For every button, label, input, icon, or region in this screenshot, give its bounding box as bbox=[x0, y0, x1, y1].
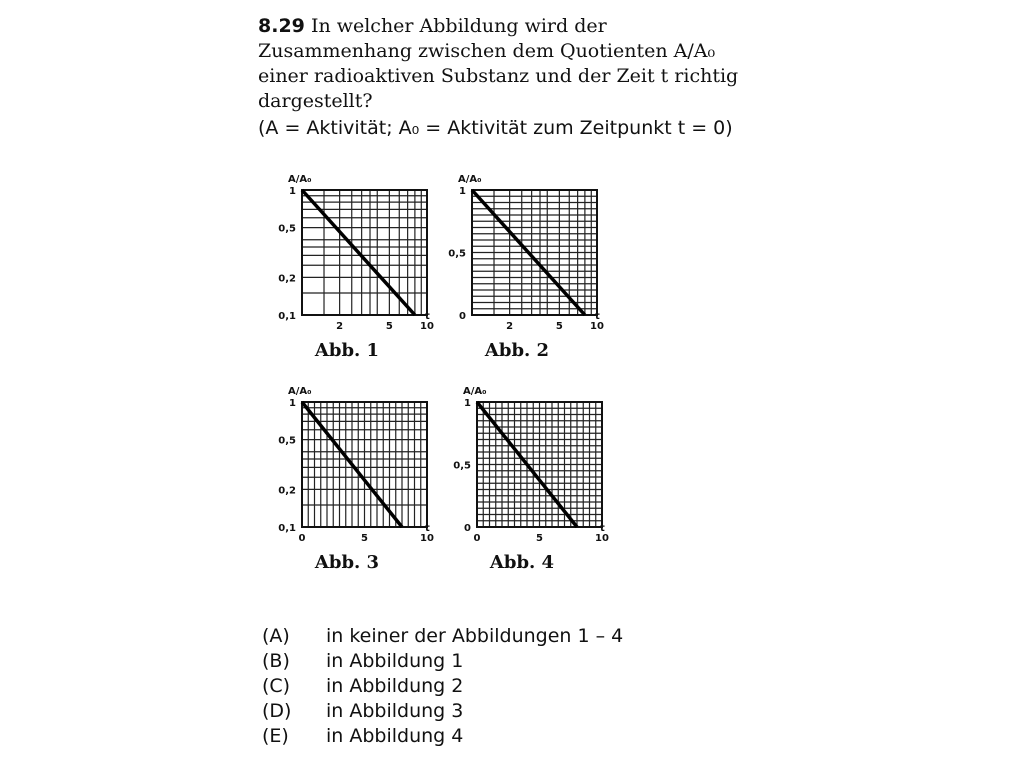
x-tick-label: 5 bbox=[361, 533, 368, 544]
answer-text: in keiner der Abbildungen 1 – 4 bbox=[326, 625, 624, 647]
y-tick-label: 0,5 bbox=[453, 460, 471, 472]
chart-abb-4 bbox=[437, 380, 617, 550]
answer-text: in Abbildung 4 bbox=[326, 725, 464, 747]
y-axis-label: A/A₀ bbox=[288, 386, 312, 397]
question-text: In welcher Abbildung wird der Zusammenhang zwischen dem Quotienten A/A₀ einer radioaktiven Substanz und der Zeit t richtig dargestellt? bbox=[258, 15, 739, 112]
answer-key: (D) bbox=[262, 700, 292, 722]
x-tick-label: 10 bbox=[590, 321, 604, 332]
y-tick-label: 0,2 bbox=[278, 485, 296, 497]
question-definition: (A = Aktivität; A₀ = Aktivität zum Zeitpunkt t = 0) bbox=[258, 117, 733, 139]
y-tick-label: 1 bbox=[464, 398, 471, 409]
caption-abb-3: Abb. 3 bbox=[314, 552, 380, 573]
y-axis-label: A/A₀ bbox=[463, 386, 487, 397]
caption-abb-4: Abb. 4 bbox=[489, 552, 555, 573]
x-tick-label: 0 bbox=[473, 533, 481, 544]
answer-key: (E) bbox=[262, 725, 289, 747]
figure-abb-3 bbox=[262, 380, 432, 580]
answer-option[interactable] bbox=[262, 624, 623, 649]
plot-area bbox=[453, 386, 609, 544]
chart-abb-3 bbox=[262, 380, 442, 550]
answer-key: (B) bbox=[262, 650, 290, 672]
y-tick-label: 0,2 bbox=[278, 273, 296, 285]
answer-key: (C) bbox=[262, 675, 291, 697]
answer-key: (A) bbox=[262, 625, 290, 647]
figure-abb-1 bbox=[262, 168, 432, 368]
chart-abb-1 bbox=[262, 168, 432, 338]
figure-abb-4 bbox=[437, 380, 607, 580]
y-tick-label: 0,5 bbox=[278, 435, 296, 447]
answer-options bbox=[262, 624, 623, 749]
x-tick-label: 5 bbox=[536, 533, 543, 544]
chart-abb-2 bbox=[432, 168, 602, 338]
y-tick-label: 0,5 bbox=[278, 223, 296, 235]
plot-area bbox=[278, 174, 434, 332]
x-tick-label: 5 bbox=[385, 321, 393, 332]
y-axis-label: A/A₀ bbox=[288, 174, 312, 185]
x-tick-label: 10 bbox=[420, 533, 434, 544]
caption-abb-1: Abb. 1 bbox=[314, 340, 380, 361]
x-tick-label: 10 bbox=[595, 533, 609, 544]
plot-area bbox=[448, 174, 604, 332]
plot-area bbox=[278, 386, 434, 544]
y-tick-label: 1 bbox=[459, 186, 466, 197]
x-axis-label: t bbox=[595, 311, 600, 322]
figure-abb-2 bbox=[432, 168, 602, 368]
x-tick-label: 2 bbox=[336, 321, 344, 332]
x-axis-label: t bbox=[600, 523, 605, 534]
question-block bbox=[258, 14, 758, 114]
y-tick-label: 0 bbox=[464, 523, 471, 534]
answer-option[interactable] bbox=[262, 649, 623, 674]
y-tick-label: 1 bbox=[289, 186, 296, 197]
answer-text: in Abbildung 1 bbox=[326, 650, 464, 672]
y-tick-label: 0,1 bbox=[278, 523, 296, 534]
y-tick-label: 0 bbox=[459, 311, 466, 322]
answer-text: in Abbildung 3 bbox=[326, 700, 464, 722]
x-axis-label: t bbox=[425, 523, 430, 534]
y-tick-label: 0,5 bbox=[448, 248, 466, 260]
x-tick-label: 0 bbox=[298, 533, 306, 544]
answer-text: in Abbildung 2 bbox=[326, 675, 464, 697]
y-axis-label: A/A₀ bbox=[458, 174, 482, 185]
answer-option[interactable] bbox=[262, 674, 623, 699]
y-tick-label: 0,1 bbox=[278, 311, 296, 322]
data-line bbox=[302, 190, 415, 315]
answer-option[interactable] bbox=[262, 724, 623, 749]
question-number: 8.29 bbox=[258, 15, 305, 37]
x-tick-label: 2 bbox=[506, 321, 514, 332]
answer-option[interactable] bbox=[262, 699, 623, 724]
x-tick-label: 5 bbox=[555, 321, 563, 332]
caption-abb-2: Abb. 2 bbox=[484, 340, 550, 361]
x-axis-label: t bbox=[425, 311, 430, 322]
x-tick-label: 10 bbox=[420, 321, 434, 332]
y-tick-label: 1 bbox=[289, 398, 296, 409]
